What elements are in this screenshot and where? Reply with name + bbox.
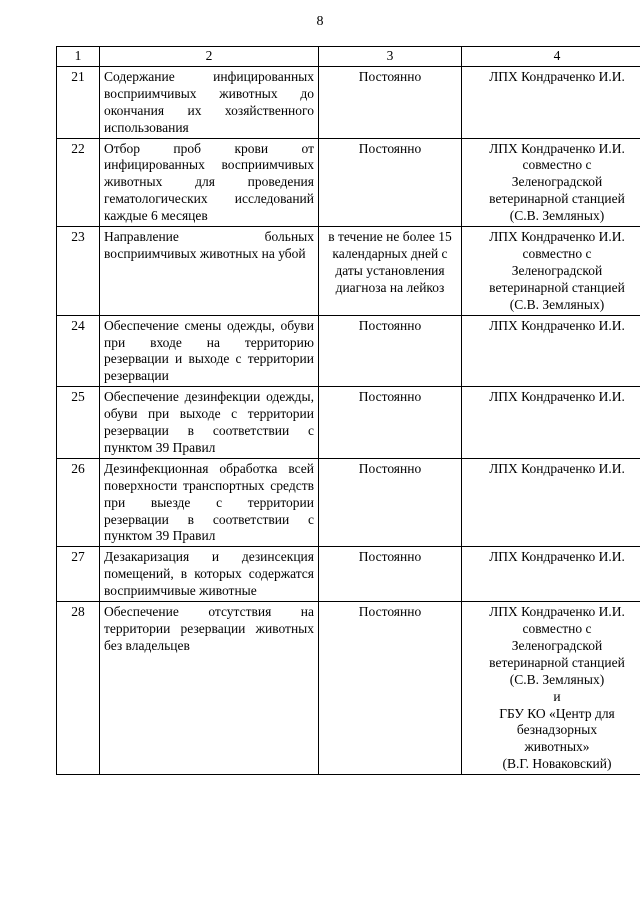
table-row — [57, 547, 640, 602]
responsible-line: ЛПХ Кондраченко И.И. — [489, 389, 625, 405]
responsible-line: ЛПХ Кондраченко И.И. — [489, 549, 625, 565]
header-col-4: 4 — [462, 47, 640, 67]
table-row — [57, 458, 640, 547]
table-row — [57, 602, 640, 775]
responsible-line: и — [553, 688, 561, 704]
header-col-2: 2 — [100, 47, 319, 67]
measure-text: Обеспечение отсутствия на территории резервации животных без владельцев — [100, 602, 319, 775]
responsible-line: Зеленоградской — [511, 637, 603, 653]
measure-term: в течение не более 15 календарных дней с даты установления диагноза на лейкоз — [319, 227, 462, 316]
responsible-line: ЛПХ Кондраченко И.И. — [489, 68, 625, 84]
measure-text: Дезинфекционная обработка всей поверхности транспортных средств при выезде с территории резервации в соответствии с пунктом 39 Правил — [100, 458, 319, 547]
responsible-cell — [462, 547, 640, 602]
responsible-cell — [462, 602, 640, 775]
row-number: 26 — [57, 458, 100, 547]
responsible-line: ветеринарной станцией — [489, 279, 625, 295]
responsible-line: ЛПХ Кондраченко И.И. — [489, 604, 625, 620]
measures-table — [56, 46, 640, 775]
row-number: 24 — [57, 315, 100, 387]
responsible-cell — [462, 315, 640, 387]
responsible-line: (С.В. Земляных) — [509, 296, 605, 312]
responsible-line: Зеленоградской — [511, 174, 603, 190]
responsible-cell — [462, 458, 640, 547]
responsible-line: (С.В. Земляных) — [509, 671, 605, 687]
responsible-cell — [462, 138, 640, 227]
table-body — [57, 47, 640, 775]
table-row — [57, 227, 640, 316]
measure-text: Обеспечение дезинфекции одежды, обуви при выходе с территории резервации в соответствии с пунктом 39 Правил — [100, 387, 319, 459]
responsible-line: ЛПХ Кондраченко И.И. — [489, 460, 625, 476]
header-row — [57, 47, 640, 67]
responsible-line: ГБУ КО «Центр для — [499, 705, 615, 721]
responsible-line: ветеринарной станцией — [489, 654, 625, 670]
responsible-cell — [462, 66, 640, 138]
row-number: 28 — [57, 602, 100, 775]
responsible-line: ЛПХ Кондраченко И.И. — [489, 229, 625, 245]
measure-text: Отбор проб крови от инфицированных восприимчивых животных для проведения гематологических исследований каждые 6 месяцев — [100, 138, 319, 227]
row-number: 27 — [57, 547, 100, 602]
measure-term: Постоянно — [319, 66, 462, 138]
responsible-line: (В.Г. Новаковский) — [502, 756, 612, 772]
measure-term: Постоянно — [319, 387, 462, 459]
responsible-line: совместно с — [522, 157, 592, 173]
table-row — [57, 315, 640, 387]
table-row — [57, 387, 640, 459]
table-row — [57, 138, 640, 227]
responsible-cell — [462, 387, 640, 459]
responsible-line: Зеленоградской — [511, 262, 603, 278]
header-col-3: 3 — [319, 47, 462, 67]
responsible-line: безнадзорных — [516, 722, 598, 738]
row-number: 22 — [57, 138, 100, 227]
measure-term: Постоянно — [319, 138, 462, 227]
page-number: 8 — [316, 14, 324, 29]
measure-text: Обеспечение смены одежды, обуви при входе на территорию резервации и выходе с территории резервации — [100, 315, 319, 387]
responsible-line: ЛПХ Кондраченко И.И. — [489, 140, 625, 156]
row-number: 21 — [57, 66, 100, 138]
responsible-line: животных» — [524, 739, 590, 755]
responsible-cell — [462, 227, 640, 316]
responsible-line: ЛПХ Кондраченко И.И. — [489, 317, 625, 333]
responsible-line: (С.В. Земляных) — [509, 208, 605, 224]
measure-text: Содержание инфицированных восприимчивых животных до окончания их хозяйственного использования — [100, 66, 319, 138]
measure-text: Дезакаризация и дезинсекция помещений, в которых содержатся восприимчивые животные — [100, 547, 319, 602]
responsible-line: совместно с — [522, 621, 592, 636]
row-number: 23 — [57, 227, 100, 316]
header-col-1: 1 — [57, 47, 100, 67]
measure-term: Постоянно — [319, 547, 462, 602]
table-row — [57, 66, 640, 138]
responsible-line: ветеринарной станцией — [489, 191, 625, 207]
responsible-line: совместно с — [522, 245, 592, 261]
measure-text: Направление больных восприимчивых животных на убой — [100, 227, 319, 316]
measure-term: Постоянно — [319, 315, 462, 387]
measure-term: Постоянно — [319, 602, 462, 775]
row-number: 25 — [57, 387, 100, 459]
measure-term: Постоянно — [319, 458, 462, 547]
